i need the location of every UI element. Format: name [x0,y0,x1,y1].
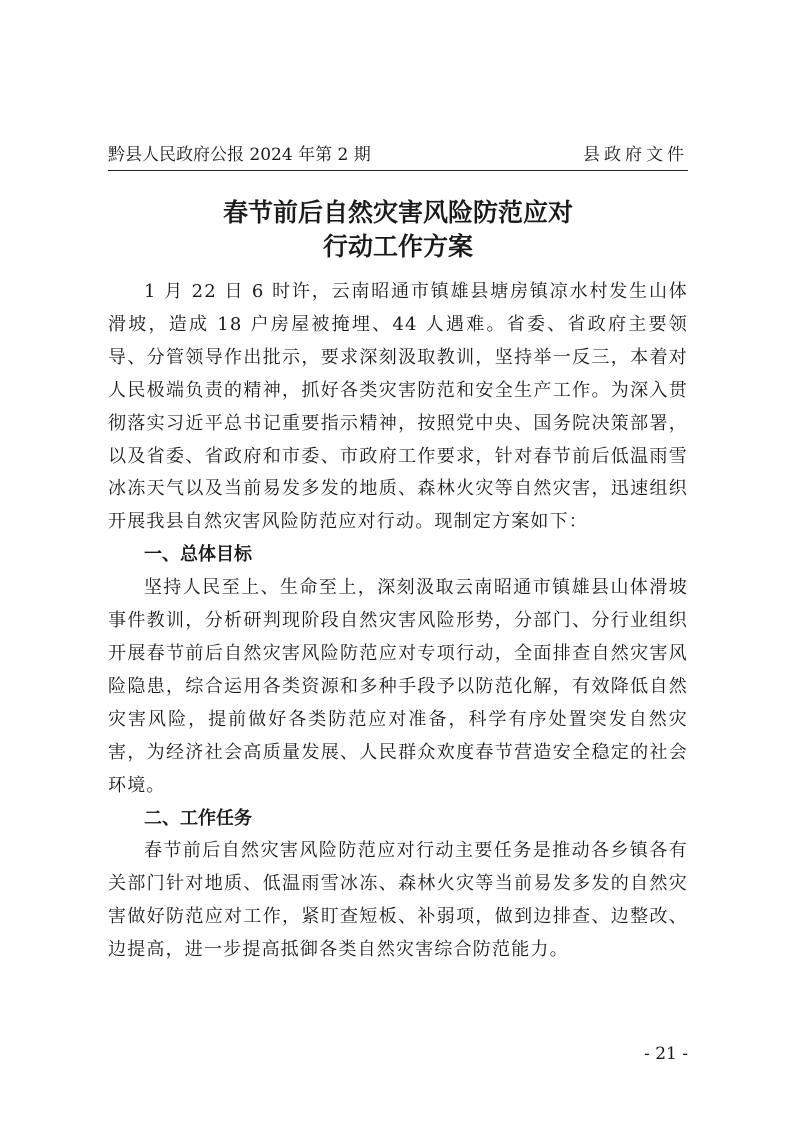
document-title-line-1: 春节前后自然灾害风险防范应对 [222,198,573,227]
section-heading-work-tasks: 二、工作任务 [144,807,252,829]
document-title-line-2: 行动工作方案 [322,232,473,261]
header-divider [108,170,688,171]
tasks-paragraph: 春节前后自然灾害风险防范应对行动主要任务是推动各乡镇各有关部门针对地质、低温雨雪冰冻、森林火灾等当前易发多发的自然灾害做好防范应对工作，紧盯查短板、补弱项，做到边排查、边整改、边提高，进一步提高抵御各类自然灾害综合防范能力。 [108,840,688,961]
bulletin-issue-title: 黔县人民政府公报 2024 年第 2 期 [108,145,371,165]
page-number: - 21 - [644,1044,688,1064]
running-header [108,143,688,167]
document-body [108,276,688,967]
document-category: 县政府文件 [583,145,688,165]
section-heading-overall-goals: 一、总体目标 [144,544,252,566]
intro-paragraph: 1 月 22 日 6 时许，云南昭通市镇雄县塘房镇凉水村发生山体滑坡，造成 18 户房屋被掩埋、44 人遇难。省委、省政府主要领导、分管领导作出批示，要求深刻汲取教训，坚持举一反三，本着对人民极端负责的精神，抓好各类灾害防范和安全生产工作。为深入贯彻落实习近平总书记重要指示精神，按照党中央、国务院决策部署，以及省委、省政府和市委、市政府工作要求，针对春节前后低温雨雪冰冻天气以及当前易发多发的地质、森林火灾等自然灾害，迅速组织开展我县自然灾害风险防范应对行动。现制定方案如下： [108,281,688,533]
goals-paragraph: 坚持人民至上、生命至上，深刻汲取云南昭通市镇雄县山体滑坡事件教训，分析研判现阶段自然灾害风险形势，分部门、分行业组织开展春节前后自然灾害风险防范应对专项行动，全面排查自然灾害风险隐患，综合运用各类资源和多种手段予以防范化解，有效降低自然灾害风险，提前做好各类防范应对准备，科学有序处置突发自然灾害，为经济社会高质量发展、人民群众欢度春节营造安全稳定的社会环境。 [108,577,688,796]
